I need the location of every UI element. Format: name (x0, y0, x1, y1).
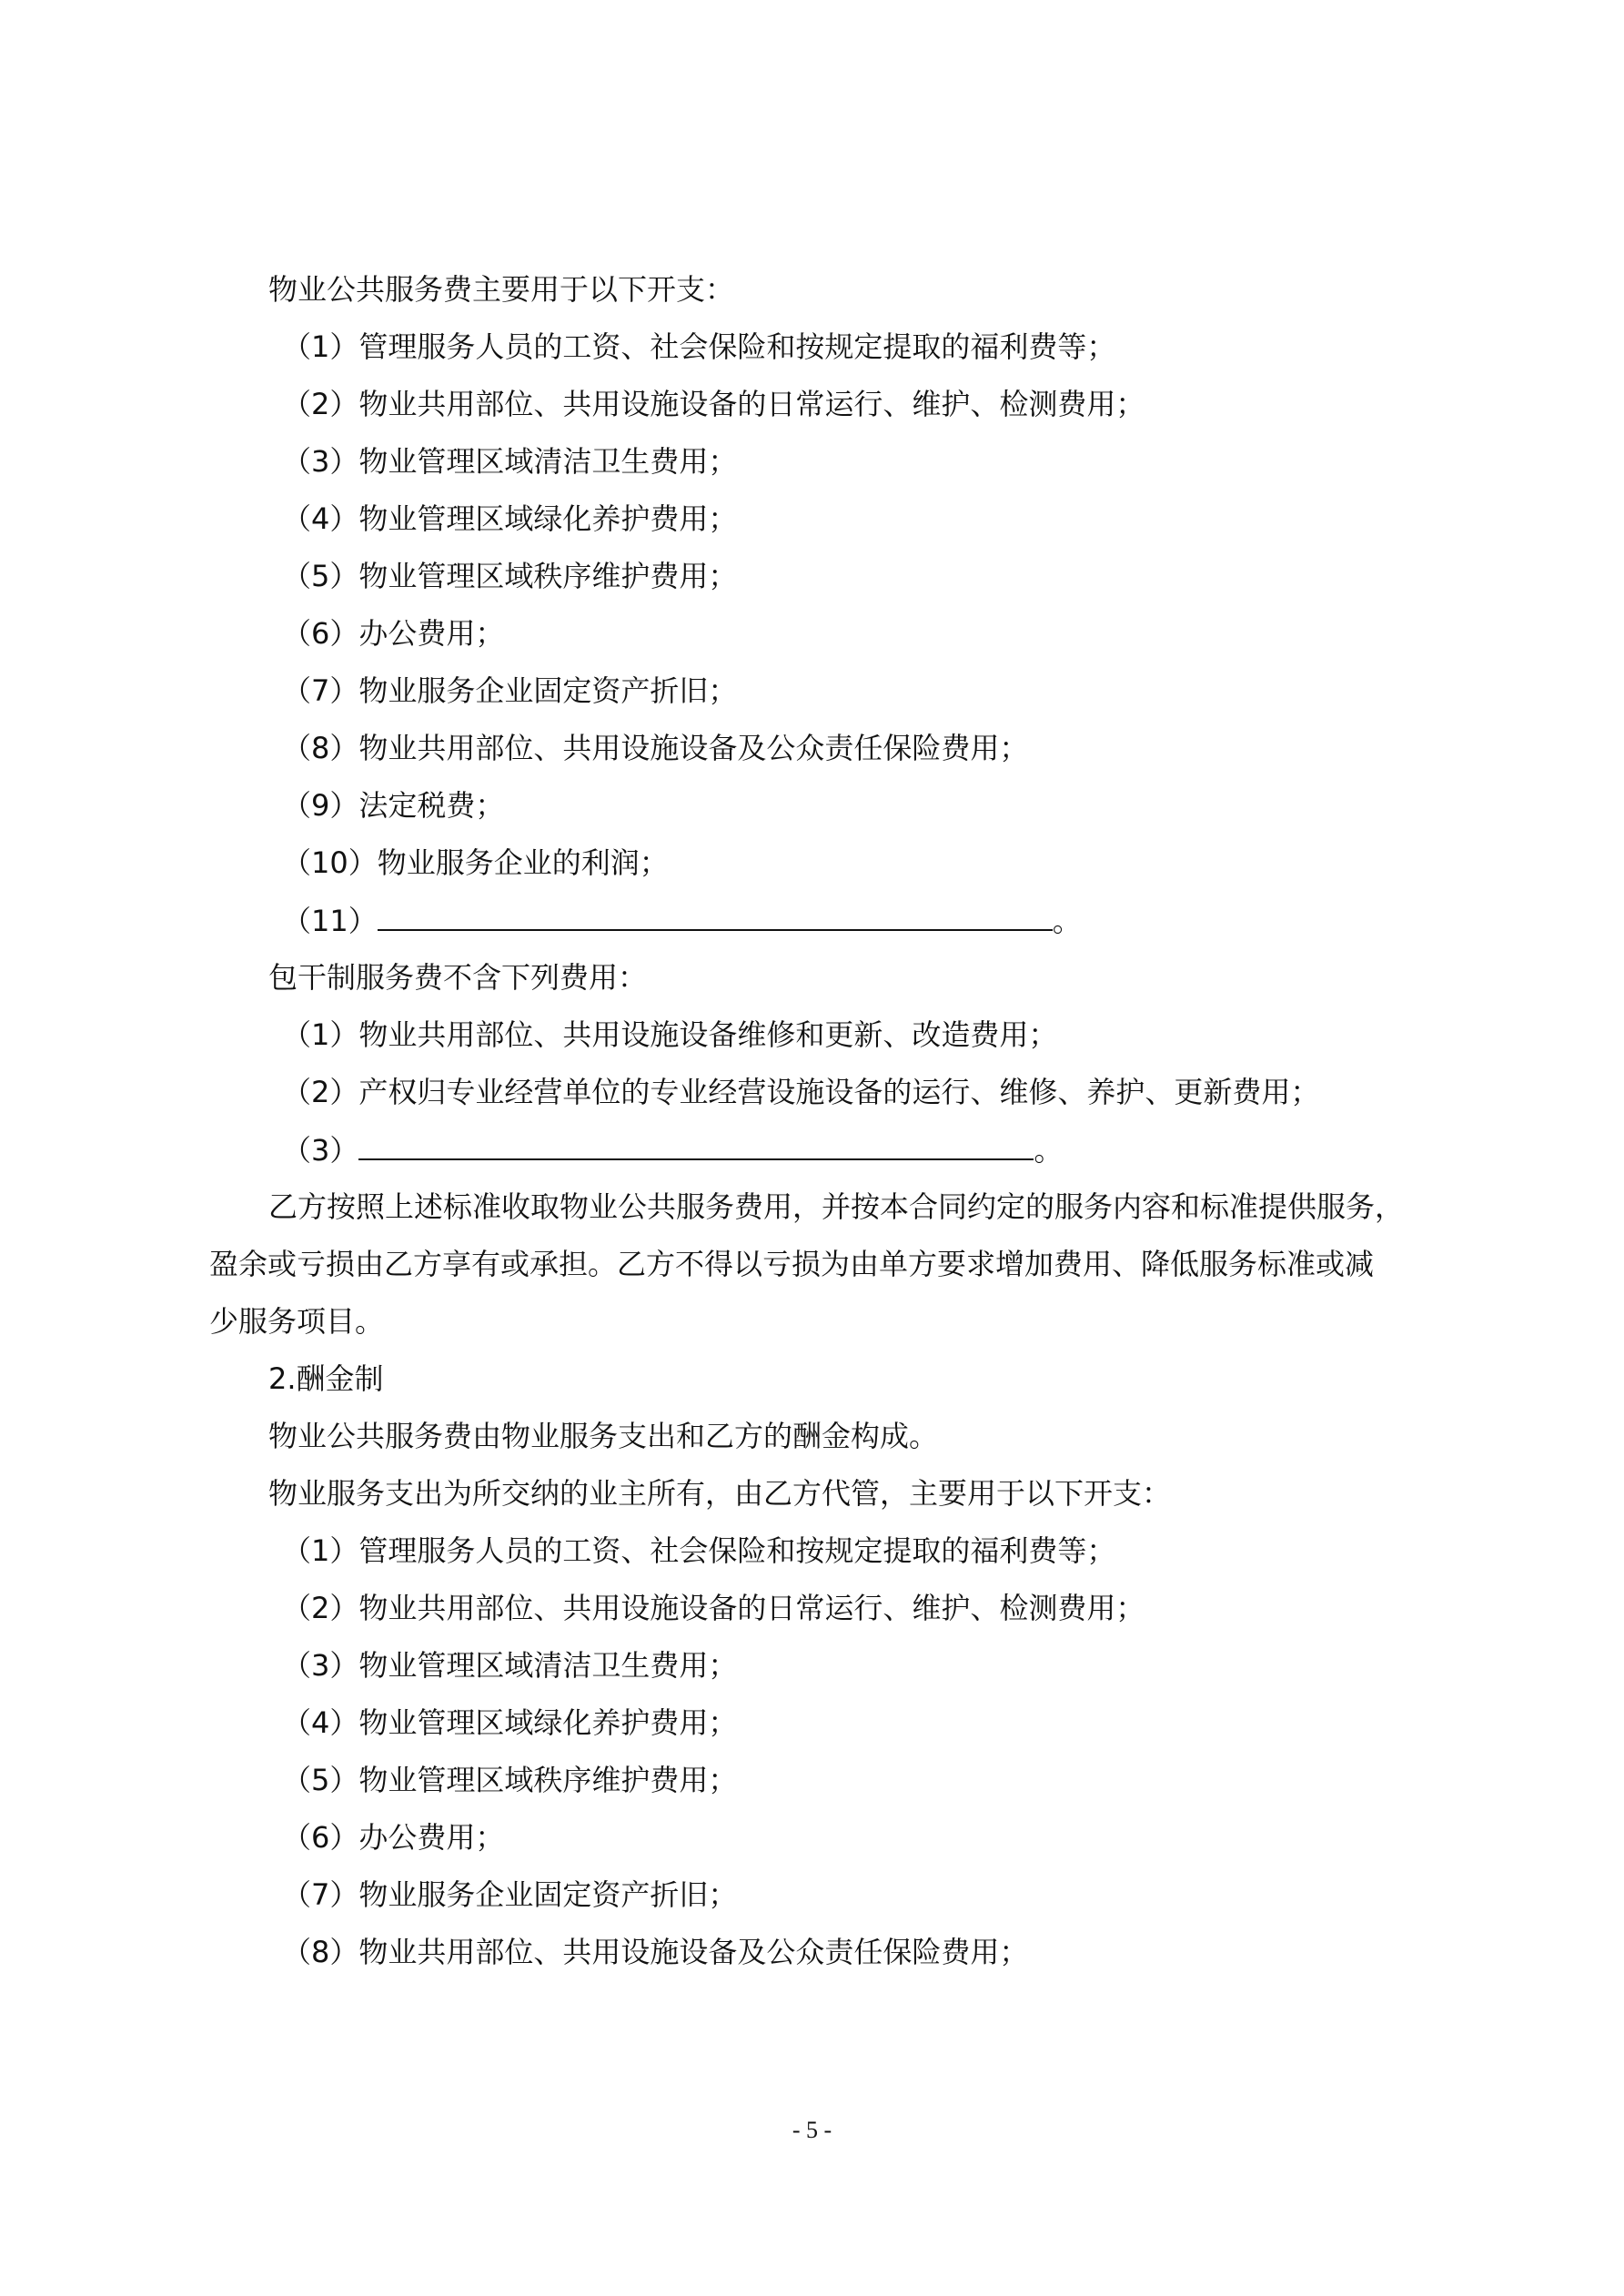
list-item: （10）物业服务企业的利润； (282, 845, 669, 880)
paragraph-line: 乙方按照上述标准收取物业公共服务费用，并按本合同约定的服务内容和标准提供服务， (268, 1189, 1405, 1224)
fill-in-line (282, 1131, 1063, 1168)
list-item: （7）物业服务企业固定资产折旧； (282, 673, 738, 708)
list-item: （1）物业共用部位、共用设施设备维修和更新、改造费用； (282, 1017, 1058, 1052)
paragraph-line: 盈余或亏损由乙方享有或承担。乙方不得以亏损为由单方要求增加费用、降低服务标准或减 (209, 1247, 1375, 1281)
list-item: （3）物业管理区域清洁卫生费用； (282, 444, 738, 479)
list-item: （6）办公费用； (282, 1820, 505, 1855)
list-item: （8）物业共用部位、共用设施设备及公众责任保险费用； (282, 731, 1029, 765)
list-item-number: （11） (282, 904, 378, 938)
intro-text: 物业服务支出为所交纳的业主所有，由乙方代管，主要用于以下开支： (268, 1476, 1172, 1511)
list-item: （8）物业共用部位、共用设施设备及公众责任保险费用； (282, 1935, 1029, 1969)
list-item: （1）管理服务人员的工资、社会保险和按规定提取的福利费等； (282, 1533, 1116, 1568)
blank-underline[interactable] (378, 902, 1053, 931)
list-item: （2）物业共用部位、共用设施设备的日常运行、维护、检测费用； (282, 1591, 1145, 1625)
list-item: （4）物业管理区域绿化养护费用； (282, 1705, 738, 1740)
list-item-number: （3） (282, 1133, 359, 1168)
fill-in-line (282, 902, 1082, 939)
list-item: （6）办公费用； (282, 616, 505, 651)
section-heading: 2.酬金制 (268, 1361, 384, 1396)
list-item-end: 。 (1034, 1133, 1064, 1168)
list-item-end: 。 (1052, 904, 1082, 938)
list-item: （5）物业管理区域秩序维护费用； (282, 559, 738, 593)
list-item: （9）法定税费； (282, 788, 505, 823)
list-item: （5）物业管理区域秩序维护费用； (282, 1763, 738, 1797)
list-item: （2）产权归专业经营单位的专业经营设施设备的运行、维修、养护、更新费用； (282, 1075, 1320, 1109)
list-item: （2）物业共用部位、共用设施设备的日常运行、维护、检测费用； (282, 387, 1145, 421)
blank-underline[interactable] (358, 1131, 1034, 1160)
intro-text: 包干制服务费不含下列费用： (268, 960, 648, 995)
page-number: - 5 - (792, 2117, 832, 2143)
list-item: （1）管理服务人员的工资、社会保险和按规定提取的福利费等； (282, 329, 1116, 364)
intro-text: 物业公共服务费由物业服务支出和乙方的酬金构成。 (268, 1419, 939, 1453)
list-item: （4）物业管理区域绿化养护费用； (282, 501, 738, 536)
paragraph-line: 少服务项目。 (209, 1304, 385, 1339)
list-item: （3）物业管理区域清洁卫生费用； (282, 1648, 738, 1683)
list-item: （7）物业服务企业固定资产折旧； (282, 1877, 738, 1912)
intro-text: 物业公共服务费主要用于以下开支： (268, 272, 735, 307)
